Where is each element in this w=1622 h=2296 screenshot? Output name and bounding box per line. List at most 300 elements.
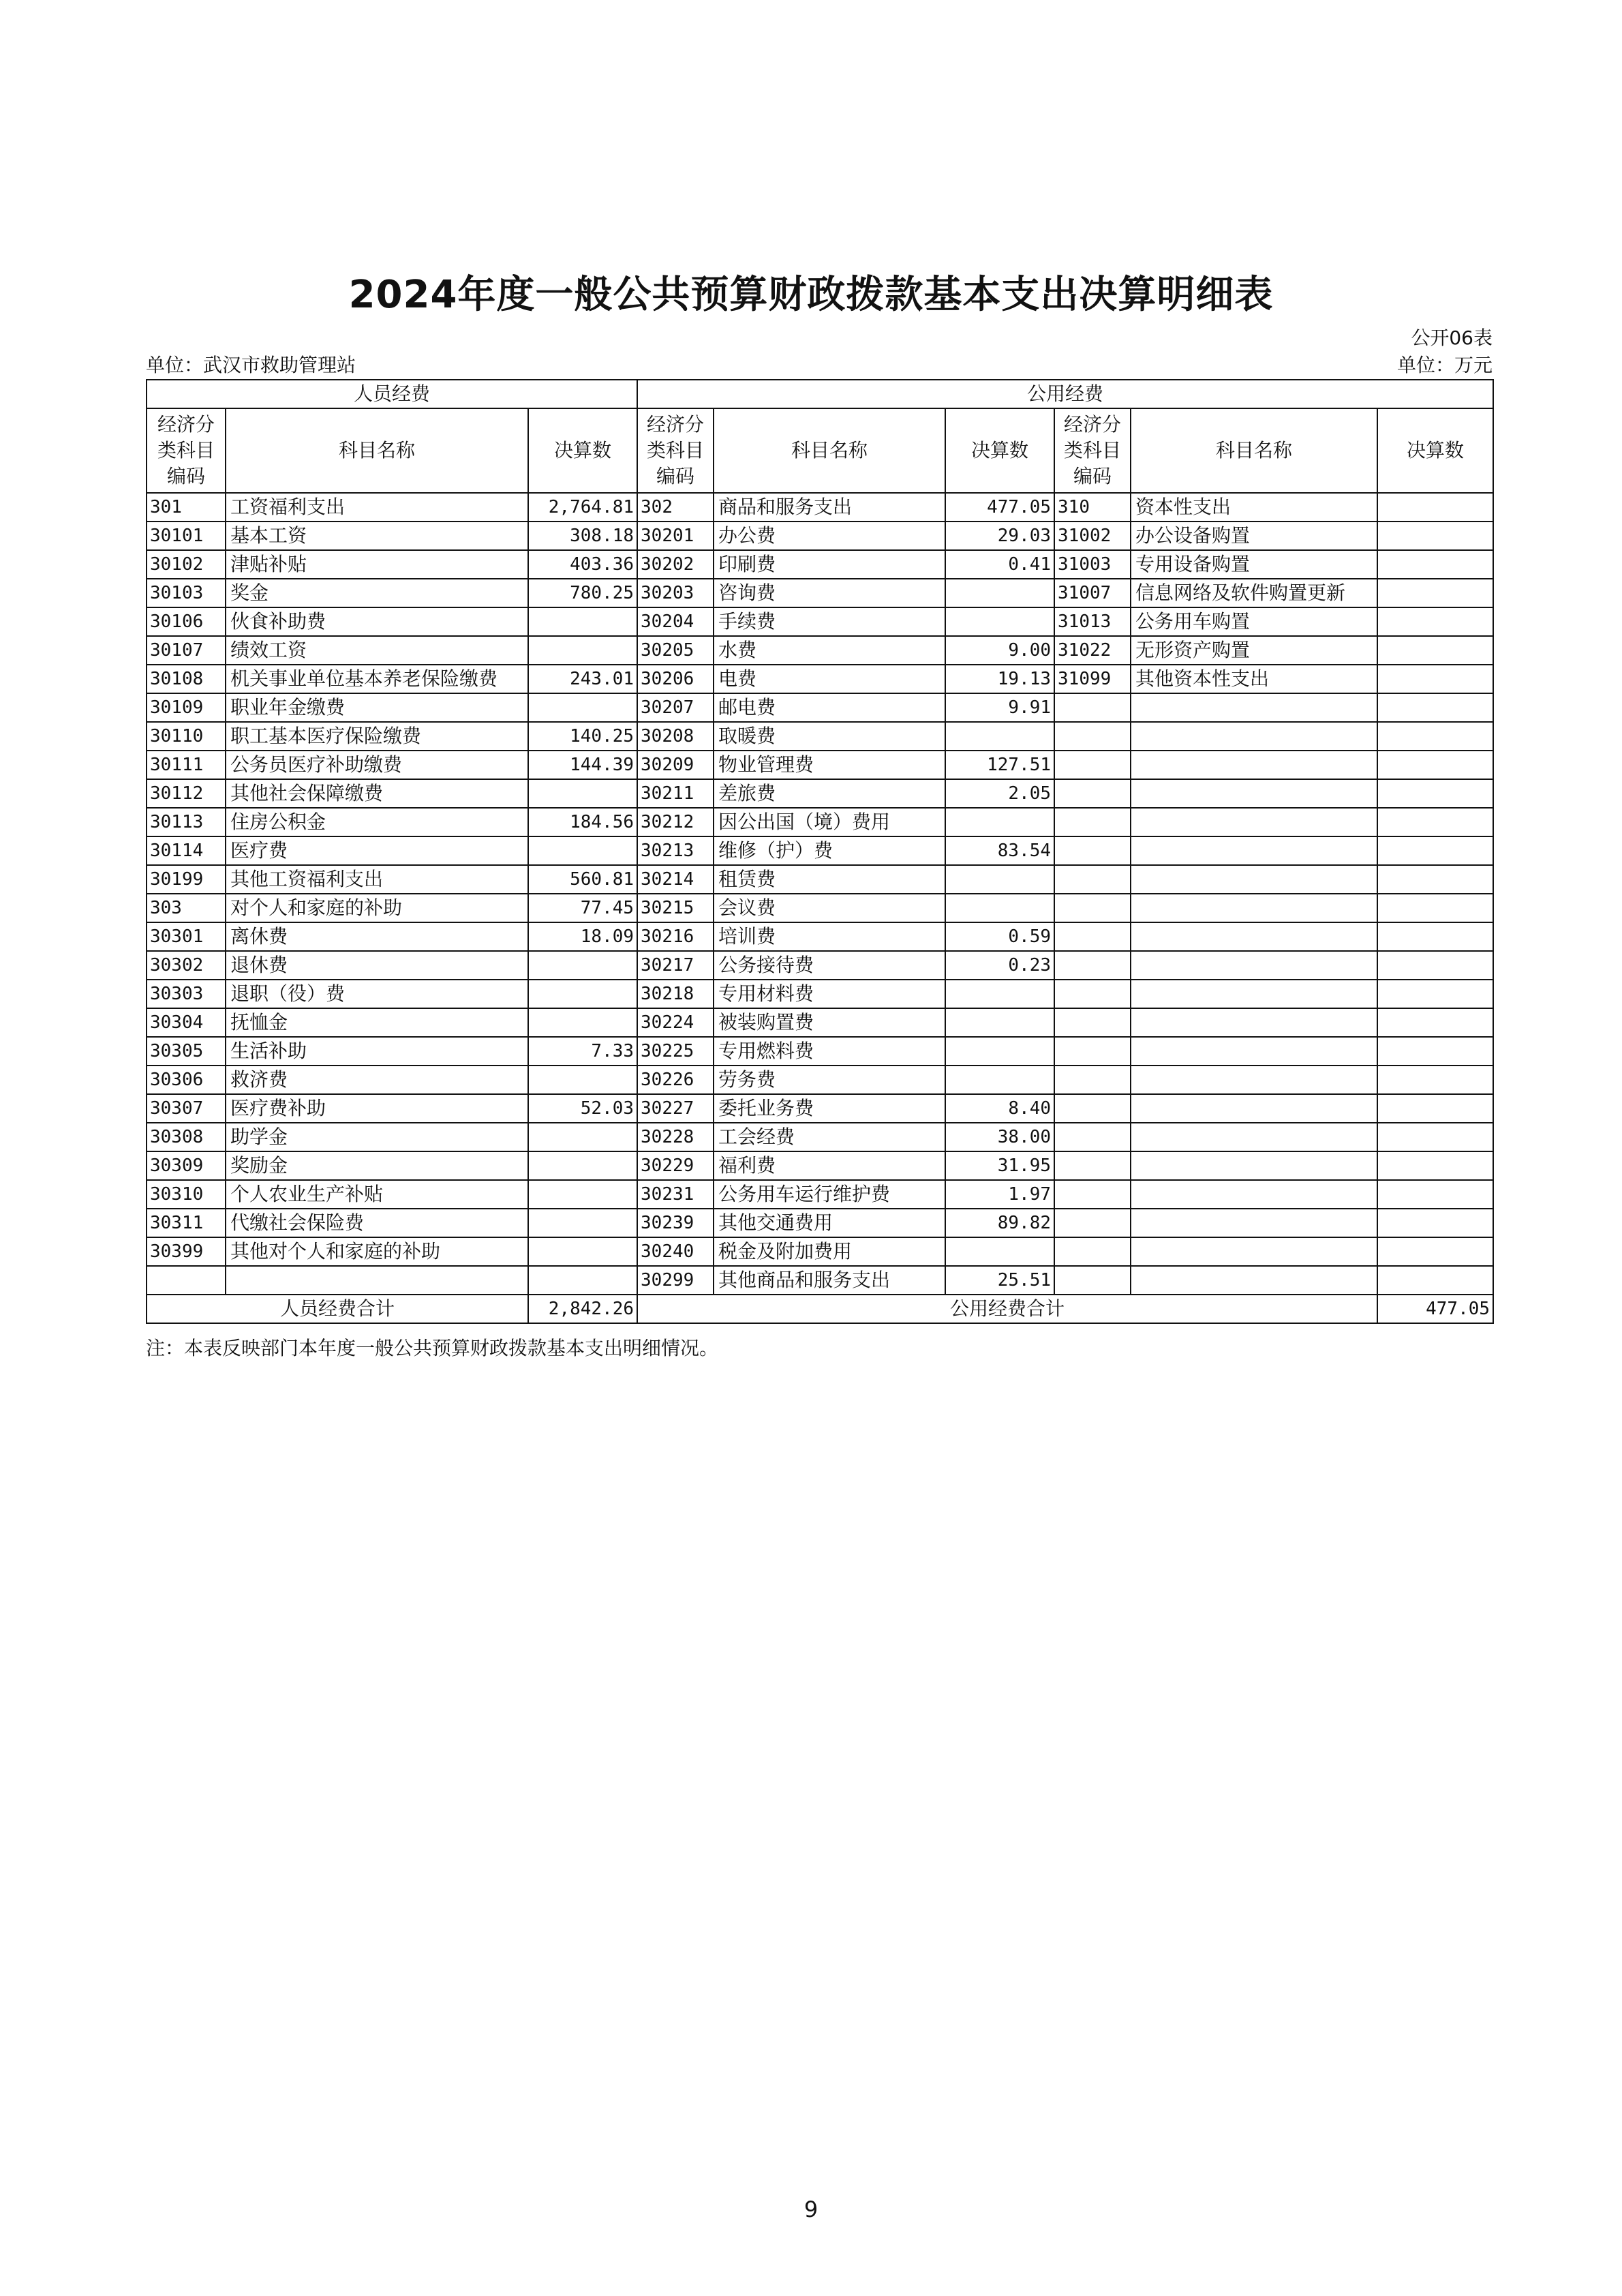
cell-amount: 0.41 <box>945 550 1054 579</box>
cell-amount <box>945 1008 1054 1037</box>
table-note: 注：本表反映部门本年度一般公共预算财政拨款基本支出明细情况。 <box>146 1337 719 1359</box>
cell-name: 会议费 <box>714 894 945 922</box>
cell-name <box>1131 1151 1377 1180</box>
table-row <box>147 922 1493 951</box>
cell-code: 30212 <box>637 808 714 836</box>
cell-code: 31099 <box>1054 665 1131 693</box>
table-row <box>147 550 1493 579</box>
header-row-columns <box>147 408 1493 493</box>
cell-amount <box>1377 493 1493 522</box>
cell-code: 303 <box>147 894 226 922</box>
cell-name: 工资福利支出 <box>226 493 528 522</box>
cell-code <box>1054 722 1131 751</box>
cell-amount <box>528 779 637 808</box>
cell-name: 因公出国（境）费用 <box>714 808 945 836</box>
table-row <box>147 779 1493 808</box>
cell-code: 30301 <box>147 922 226 951</box>
cell-code: 30103 <box>147 579 226 607</box>
unit-name: 单位：武汉市救助管理站 <box>146 354 356 376</box>
cell-code: 30303 <box>147 980 226 1008</box>
cell-name: 咨询费 <box>714 579 945 607</box>
cell-name: 公务用车运行维护费 <box>714 1180 945 1209</box>
cell-code: 30206 <box>637 665 714 693</box>
cell-code: 30217 <box>637 951 714 980</box>
unit-currency: 单位：万元 <box>1396 354 1493 376</box>
table-row <box>147 751 1493 779</box>
cell-amount: 8.40 <box>945 1094 1054 1123</box>
cell-name: 退休费 <box>226 951 528 980</box>
cell-name: 其他资本性支出 <box>1131 665 1377 693</box>
cell-code: 31007 <box>1054 579 1131 607</box>
cell-code: 30211 <box>637 779 714 808</box>
cell-code: 30216 <box>637 922 714 951</box>
table-row <box>147 894 1493 922</box>
cell-code: 310 <box>1054 493 1131 522</box>
col-header-name: 科目名称 <box>714 408 945 493</box>
cell-name: 退职（役）费 <box>226 980 528 1008</box>
page-title: 2024年度一般公共预算财政拨款基本支出决算明细表 <box>348 273 1274 317</box>
cell-name: 劳务费 <box>714 1066 945 1094</box>
cell-amount <box>1377 550 1493 579</box>
cell-code: 31022 <box>1054 636 1131 665</box>
cell-amount: 477.05 <box>945 493 1054 522</box>
cell-code <box>1054 808 1131 836</box>
cell-code: 302 <box>637 493 714 522</box>
table-row <box>147 665 1493 693</box>
cell-amount <box>1377 522 1493 550</box>
cell-amount: 18.09 <box>528 922 637 951</box>
cell-code: 30224 <box>637 1008 714 1037</box>
cell-code: 30306 <box>147 1066 226 1094</box>
cell-amount: 89.82 <box>945 1209 1054 1237</box>
cell-code <box>1054 951 1131 980</box>
cell-amount <box>528 1066 637 1094</box>
personnel-header: 人员经费 <box>147 380 637 408</box>
cell-amount: 2,764.81 <box>528 493 637 522</box>
cell-amount: 0.59 <box>945 922 1054 951</box>
cell-name: 奖励金 <box>226 1151 528 1180</box>
cell-name: 资本性支出 <box>1131 493 1377 522</box>
cell-name: 机关事业单位基本养老保险缴费 <box>226 665 528 693</box>
table-row <box>147 865 1493 894</box>
cell-name: 专用燃料费 <box>714 1037 945 1066</box>
cell-amount: 9.00 <box>945 636 1054 665</box>
cell-name: 取暖费 <box>714 722 945 751</box>
cell-code: 30106 <box>147 607 226 636</box>
cell-code: 30202 <box>637 550 714 579</box>
cell-amount: 29.03 <box>945 522 1054 550</box>
table-row <box>147 579 1493 607</box>
cell-name: 手续费 <box>714 607 945 636</box>
cell-name <box>1131 751 1377 779</box>
cell-amount: 140.25 <box>528 722 637 751</box>
cell-code: 30111 <box>147 751 226 779</box>
cell-name <box>1131 951 1377 980</box>
cell-code: 30114 <box>147 836 226 865</box>
cell-name: 电费 <box>714 665 945 693</box>
cell-amount <box>1377 1209 1493 1237</box>
cell-name: 个人农业生产补贴 <box>226 1180 528 1209</box>
cell-code: 31002 <box>1054 522 1131 550</box>
page-number: 9 <box>804 2196 818 2222</box>
cell-name: 住房公积金 <box>226 808 528 836</box>
cell-amount <box>528 1237 637 1266</box>
form-number: 公开06表 <box>1411 327 1493 349</box>
cell-amount <box>1377 722 1493 751</box>
cell-code: 31003 <box>1054 550 1131 579</box>
cell-name: 公务员医疗补助缴费 <box>226 751 528 779</box>
cell-name: 职业年金缴费 <box>226 693 528 722</box>
cell-code: 30307 <box>147 1094 226 1123</box>
cell-amount: 2.05 <box>945 779 1054 808</box>
cell-name <box>1131 1237 1377 1266</box>
expenditure-table <box>146 379 1494 1324</box>
cell-code: 30214 <box>637 865 714 894</box>
cell-amount <box>528 693 637 722</box>
cell-name: 信息网络及软件购置更新 <box>1131 579 1377 607</box>
cell-amount: 7.33 <box>528 1037 637 1066</box>
cell-code <box>1054 980 1131 1008</box>
cell-amount <box>1377 1151 1493 1180</box>
cell-name: 抚恤金 <box>226 1008 528 1037</box>
col-header-amount: 决算数 <box>945 408 1054 493</box>
cell-code <box>1054 1237 1131 1266</box>
cell-code: 30213 <box>637 836 714 865</box>
cell-code: 30110 <box>147 722 226 751</box>
public-header: 公用经费 <box>637 380 1493 408</box>
cell-name: 职工基本医疗保险缴费 <box>226 722 528 751</box>
cell-amount <box>1377 636 1493 665</box>
cell-code <box>1054 1266 1131 1295</box>
cell-name: 津贴补贴 <box>226 550 528 579</box>
cell-name: 印刷费 <box>714 550 945 579</box>
table-row <box>147 808 1493 836</box>
cell-code: 30240 <box>637 1237 714 1266</box>
cell-amount <box>528 1266 637 1295</box>
totals-row <box>147 1295 1493 1323</box>
cell-amount: 77.45 <box>528 894 637 922</box>
cell-amount <box>1377 894 1493 922</box>
col-header-amount: 决算数 <box>528 408 637 493</box>
cell-amount: 308.18 <box>528 522 637 550</box>
cell-name <box>1131 894 1377 922</box>
cell-amount <box>1377 951 1493 980</box>
table-row <box>147 1237 1493 1266</box>
personnel-total-value: 2,842.26 <box>528 1295 637 1323</box>
col-header-code: 经济分类科目编码 <box>1054 408 1131 493</box>
cell-code <box>1054 1066 1131 1094</box>
table-row <box>147 1037 1493 1066</box>
cell-code: 30108 <box>147 665 226 693</box>
cell-name: 办公设备购置 <box>1131 522 1377 550</box>
cell-code: 30239 <box>637 1209 714 1237</box>
cell-name <box>1131 722 1377 751</box>
cell-code: 30204 <box>637 607 714 636</box>
table-row <box>147 1008 1493 1037</box>
cell-amount <box>528 836 637 865</box>
cell-code <box>1054 1008 1131 1037</box>
cell-name <box>1131 1037 1377 1066</box>
cell-name <box>1131 808 1377 836</box>
cell-amount <box>945 722 1054 751</box>
cell-name: 办公费 <box>714 522 945 550</box>
cell-name <box>1131 693 1377 722</box>
cell-name: 专用材料费 <box>714 980 945 1008</box>
cell-amount: 9.91 <box>945 693 1054 722</box>
cell-code: 30226 <box>637 1066 714 1094</box>
cell-amount: 52.03 <box>528 1094 637 1123</box>
cell-name <box>1131 1094 1377 1123</box>
cell-name: 水费 <box>714 636 945 665</box>
cell-code: 30113 <box>147 808 226 836</box>
cell-code: 30310 <box>147 1180 226 1209</box>
cell-code <box>1054 779 1131 808</box>
cell-code: 30102 <box>147 550 226 579</box>
cell-code: 30228 <box>637 1123 714 1151</box>
cell-code: 30107 <box>147 636 226 665</box>
col-header-name: 科目名称 <box>1131 408 1377 493</box>
cell-code: 30201 <box>637 522 714 550</box>
cell-name: 其他工资福利支出 <box>226 865 528 894</box>
cell-name: 福利费 <box>714 1151 945 1180</box>
cell-amount <box>945 1066 1054 1094</box>
table-row <box>147 1209 1493 1237</box>
cell-name: 生活补助 <box>226 1037 528 1066</box>
cell-amount <box>1377 751 1493 779</box>
cell-amount <box>528 1123 637 1151</box>
cell-name <box>1131 1008 1377 1037</box>
cell-name <box>1131 1266 1377 1295</box>
cell-name: 邮电费 <box>714 693 945 722</box>
col-header-code: 经济分类科目编码 <box>147 408 226 493</box>
cell-amount <box>945 808 1054 836</box>
public-total-label: 公用经费合计 <box>637 1295 1377 1323</box>
cell-code <box>1054 894 1131 922</box>
cell-amount: 184.56 <box>528 808 637 836</box>
cell-code <box>1054 1094 1131 1123</box>
cell-name: 公务用车购置 <box>1131 607 1377 636</box>
cell-amount <box>528 980 637 1008</box>
cell-amount <box>1377 1066 1493 1094</box>
table-row <box>147 1180 1493 1209</box>
cell-amount: 1.97 <box>945 1180 1054 1209</box>
cell-amount <box>1377 1180 1493 1209</box>
cell-amount <box>1377 1123 1493 1151</box>
cell-amount <box>1377 579 1493 607</box>
cell-amount <box>945 865 1054 894</box>
cell-code: 30225 <box>637 1037 714 1066</box>
cell-name: 伙食补助费 <box>226 607 528 636</box>
cell-amount: 144.39 <box>528 751 637 779</box>
table-row <box>147 722 1493 751</box>
cell-amount: 243.01 <box>528 665 637 693</box>
cell-amount: 0.23 <box>945 951 1054 980</box>
table-row <box>147 1266 1493 1295</box>
cell-amount <box>1377 836 1493 865</box>
cell-amount: 560.81 <box>528 865 637 894</box>
cell-amount <box>1377 693 1493 722</box>
cell-code: 30209 <box>637 751 714 779</box>
cell-code: 30227 <box>637 1094 714 1123</box>
cell-amount <box>945 1037 1054 1066</box>
cell-amount <box>945 579 1054 607</box>
table-row <box>147 522 1493 550</box>
cell-name: 医疗费补助 <box>226 1094 528 1123</box>
cell-amount <box>945 607 1054 636</box>
cell-amount <box>945 894 1054 922</box>
cell-name: 差旅费 <box>714 779 945 808</box>
cell-name: 税金及附加费用 <box>714 1237 945 1266</box>
table-row <box>147 1094 1493 1123</box>
cell-name <box>1131 865 1377 894</box>
cell-code: 30218 <box>637 980 714 1008</box>
cell-code <box>1054 922 1131 951</box>
cell-code: 30304 <box>147 1008 226 1037</box>
cell-amount: 31.95 <box>945 1151 1054 1180</box>
cell-amount: 83.54 <box>945 836 1054 865</box>
cell-name <box>1131 836 1377 865</box>
cell-name: 其他对个人和家庭的补助 <box>226 1237 528 1266</box>
cell-name <box>1131 1180 1377 1209</box>
cell-amount <box>1377 1008 1493 1037</box>
cell-code: 30199 <box>147 865 226 894</box>
cell-name: 维修（护）费 <box>714 836 945 865</box>
cell-name: 救济费 <box>226 1066 528 1094</box>
cell-code <box>1054 751 1131 779</box>
cell-code: 30309 <box>147 1151 226 1180</box>
personnel-total-label: 人员经费合计 <box>147 1295 528 1323</box>
cell-name <box>1131 1066 1377 1094</box>
cell-name <box>226 1266 528 1295</box>
table-row <box>147 693 1493 722</box>
cell-code <box>1054 836 1131 865</box>
cell-code <box>147 1266 226 1295</box>
cell-amount <box>528 1151 637 1180</box>
table-row <box>147 607 1493 636</box>
cell-amount: 403.36 <box>528 550 637 579</box>
cell-name: 被装购置费 <box>714 1008 945 1037</box>
cell-name <box>1131 922 1377 951</box>
cell-name: 助学金 <box>226 1123 528 1151</box>
public-total-value: 477.05 <box>1377 1295 1493 1323</box>
cell-code: 30305 <box>147 1037 226 1066</box>
cell-amount <box>1377 779 1493 808</box>
table-row <box>147 493 1493 522</box>
cell-code: 31013 <box>1054 607 1131 636</box>
cell-name: 代缴社会保险费 <box>226 1209 528 1237</box>
table-row <box>147 636 1493 665</box>
cell-amount: 127.51 <box>945 751 1054 779</box>
cell-amount <box>1377 1266 1493 1295</box>
cell-code: 30203 <box>637 579 714 607</box>
cell-amount <box>1377 980 1493 1008</box>
table-row <box>147 951 1493 980</box>
cell-amount <box>528 1008 637 1037</box>
cell-amount <box>528 1209 637 1237</box>
cell-name: 对个人和家庭的补助 <box>226 894 528 922</box>
cell-amount <box>1377 865 1493 894</box>
cell-code: 30205 <box>637 636 714 665</box>
cell-name: 工会经费 <box>714 1123 945 1151</box>
col-header-amount: 决算数 <box>1377 408 1493 493</box>
table-row <box>147 1151 1493 1180</box>
cell-code <box>1054 1180 1131 1209</box>
cell-code: 30399 <box>147 1237 226 1266</box>
cell-name: 租赁费 <box>714 865 945 894</box>
cell-name: 医疗费 <box>226 836 528 865</box>
cell-code: 30311 <box>147 1209 226 1237</box>
cell-amount <box>528 636 637 665</box>
cell-amount <box>1377 808 1493 836</box>
cell-amount: 25.51 <box>945 1266 1054 1295</box>
col-header-name: 科目名称 <box>226 408 528 493</box>
cell-name: 基本工资 <box>226 522 528 550</box>
cell-amount <box>1377 922 1493 951</box>
cell-name: 物业管理费 <box>714 751 945 779</box>
header-row-group <box>147 380 1493 408</box>
cell-name: 培训费 <box>714 922 945 951</box>
table-row <box>147 1066 1493 1094</box>
cell-name: 绩效工资 <box>226 636 528 665</box>
cell-amount <box>1377 665 1493 693</box>
cell-amount <box>945 1237 1054 1266</box>
cell-code <box>1054 1151 1131 1180</box>
cell-amount: 19.13 <box>945 665 1054 693</box>
cell-code: 30302 <box>147 951 226 980</box>
cell-code <box>1054 1209 1131 1237</box>
cell-code: 30215 <box>637 894 714 922</box>
cell-code <box>1054 865 1131 894</box>
cell-amount <box>1377 1037 1493 1066</box>
cell-code: 30112 <box>147 779 226 808</box>
cell-code: 30231 <box>637 1180 714 1209</box>
cell-code: 30308 <box>147 1123 226 1151</box>
cell-code: 30299 <box>637 1266 714 1295</box>
cell-code <box>1054 1037 1131 1066</box>
cell-amount <box>1377 1237 1493 1266</box>
cell-name: 其他社会保障缴费 <box>226 779 528 808</box>
cell-amount <box>528 1180 637 1209</box>
cell-amount <box>528 951 637 980</box>
cell-code: 301 <box>147 493 226 522</box>
cell-name: 委托业务费 <box>714 1094 945 1123</box>
cell-name: 其他交通费用 <box>714 1209 945 1237</box>
cell-code: 30109 <box>147 693 226 722</box>
table-row <box>147 980 1493 1008</box>
cell-amount <box>1377 1094 1493 1123</box>
col-header-code: 经济分类科目编码 <box>637 408 714 493</box>
cell-name <box>1131 779 1377 808</box>
cell-name: 离休费 <box>226 922 528 951</box>
cell-code: 30229 <box>637 1151 714 1180</box>
cell-name: 公务接待费 <box>714 951 945 980</box>
cell-code <box>1054 1123 1131 1151</box>
cell-code: 30208 <box>637 722 714 751</box>
cell-name: 商品和服务支出 <box>714 493 945 522</box>
cell-code: 30207 <box>637 693 714 722</box>
cell-code: 30101 <box>147 522 226 550</box>
cell-code <box>1054 693 1131 722</box>
cell-name: 其他商品和服务支出 <box>714 1266 945 1295</box>
cell-name: 专用设备购置 <box>1131 550 1377 579</box>
cell-name: 奖金 <box>226 579 528 607</box>
cell-name <box>1131 980 1377 1008</box>
cell-amount <box>1377 607 1493 636</box>
cell-amount: 38.00 <box>945 1123 1054 1151</box>
cell-amount: 780.25 <box>528 579 637 607</box>
cell-amount <box>528 607 637 636</box>
cell-name <box>1131 1209 1377 1237</box>
